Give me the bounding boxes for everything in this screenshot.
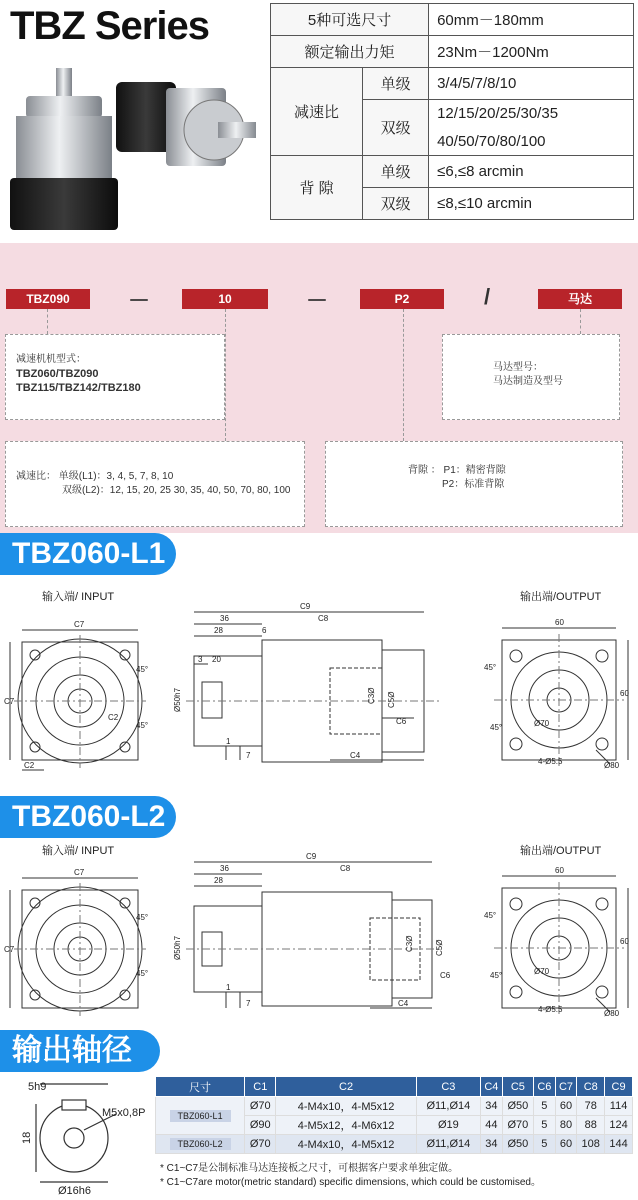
- l1-label-c2: C2: [108, 713, 119, 722]
- l1-label-60-top: 60: [555, 618, 564, 627]
- frame-info-line2: TBZ115/TBZ142/TBZ180: [16, 382, 141, 394]
- table-cell: 44: [481, 1116, 503, 1135]
- l1-label-3: 3: [198, 655, 203, 664]
- backlash-double-value: ≤8,≤10 arcmin: [429, 188, 634, 220]
- code-backlash-box: P2: [360, 289, 444, 309]
- notes: [160, 1162, 541, 1190]
- l2-label-phi80: Ø80: [604, 1009, 620, 1018]
- l1-label-phi80: Ø80: [604, 761, 620, 770]
- code-frame-box: TBZ090: [6, 289, 90, 309]
- sizes-value: 60mm－180mm: [429, 4, 634, 36]
- leader-line: [403, 309, 404, 441]
- code-ratio-box: 10: [182, 289, 268, 309]
- l2-drawing: [0, 852, 638, 1028]
- note-en: * C1~C7are motor(metric standard) specific dimensions, which could be customised。: [160, 1177, 541, 1188]
- dims-header: C1: [245, 1077, 276, 1097]
- dimension-table: [155, 1076, 633, 1154]
- table-cell: 34: [481, 1135, 503, 1154]
- backlash-single-label: 单级: [363, 156, 429, 188]
- dims-header: C7: [555, 1077, 577, 1097]
- l2-label-36: 36: [220, 864, 229, 873]
- ratio-info-box: [5, 441, 305, 527]
- table-cell: 108: [577, 1135, 605, 1154]
- table-cell: Ø11,Ø14: [416, 1135, 480, 1154]
- shaft-label-height: 18: [21, 1131, 33, 1144]
- l2-output-label: 输出端/OUTPUT: [520, 845, 602, 857]
- series-title: TBZ Series: [10, 4, 209, 48]
- table-cell: Ø50: [502, 1097, 533, 1116]
- l2-label-45b: 45°: [136, 969, 149, 978]
- code-motor-box: 马达: [538, 289, 622, 309]
- backlash-info-box: [325, 441, 623, 527]
- ratio-label: 减速比: [271, 68, 363, 156]
- table-cell: Ø11,Ø14: [416, 1097, 480, 1116]
- table-cell: 4-M4x10，4-M5x12: [276, 1135, 416, 1154]
- l1-label-holes: 4-Ø5.5: [538, 757, 563, 766]
- l1-label-c3: C3Ø: [367, 687, 376, 704]
- model-code-section: [0, 243, 638, 533]
- l1-section-title: TBZ060-L1: [0, 533, 176, 575]
- leader-line: [580, 309, 581, 334]
- l1-label-c7-top: C7: [74, 620, 85, 629]
- code-dash-1: －: [128, 288, 151, 313]
- l2-label-out-45b: 45°: [490, 971, 503, 980]
- l1-drawing: [0, 600, 638, 780]
- l1-label-20: 20: [212, 655, 221, 664]
- l1-label-c7-side: C7: [4, 697, 15, 706]
- table-cell: Ø19: [416, 1116, 480, 1135]
- l2-label-c9: C9: [306, 852, 317, 861]
- l2-label-60-top: 60: [555, 866, 564, 875]
- motor-info-box: [442, 334, 620, 420]
- product-photo: [6, 58, 256, 238]
- l2-label-out-45a: 45°: [484, 911, 497, 920]
- dims-header: C8: [577, 1077, 605, 1097]
- backlash-single-value: ≤6,≤8 arcmin: [429, 156, 634, 188]
- ratio-double-label: 双级: [363, 100, 429, 156]
- l2-label-28: 28: [214, 876, 223, 885]
- frame-info-title: 减速机机型式：: [16, 354, 86, 365]
- dims-header-row: [156, 1077, 633, 1097]
- table-cell: 60: [555, 1135, 577, 1154]
- table-cell: 80: [555, 1116, 577, 1135]
- l1-label-45a: 45°: [136, 665, 149, 674]
- l2-label-c3: C3Ø: [405, 935, 414, 952]
- backlash-label: 背 隙: [271, 156, 363, 220]
- l2-label-c6: C6: [440, 971, 451, 980]
- dims-header: C5: [502, 1077, 533, 1097]
- l2-label-c7-top: C7: [74, 868, 85, 877]
- motor-info-line2: 马达制造及型号: [493, 376, 563, 387]
- leader-line: [225, 309, 226, 441]
- note-cn: * C1~C7是公制标准马达连接板之尺寸，可根据客户要求单独定做。: [160, 1163, 459, 1174]
- l2-label-45a: 45°: [136, 913, 149, 922]
- torque-value: 23Nm－1200Nm: [429, 36, 634, 68]
- l1-label-60-side: 60: [620, 689, 629, 698]
- l1-label-out-45b: 45°: [490, 723, 503, 732]
- dims-header: 尺寸: [156, 1077, 245, 1097]
- ratio-info-line2: 双级(L2)：12, 15, 20, 25 30, 35, 40, 50, 70, 80, 100: [62, 485, 291, 496]
- shaft-section-title: 输出轴径: [0, 1030, 160, 1072]
- l2-label-c4: C4: [398, 999, 409, 1008]
- table-cell: 78: [577, 1097, 605, 1116]
- l2-label-phi50: Ø50h7: [173, 935, 182, 960]
- shaft-label-key: 5h9: [28, 1081, 47, 1093]
- table-cell: 114: [605, 1097, 633, 1116]
- sizes-label: 5种可选尺寸: [271, 4, 429, 36]
- code-slash: /: [484, 284, 491, 309]
- spec-table: [270, 3, 634, 220]
- table-cell: Ø70: [245, 1135, 276, 1154]
- l2-label-c7-side: C7: [4, 945, 15, 954]
- leader-line: [47, 309, 48, 334]
- l1-label-c8: C8: [318, 614, 329, 623]
- motor-info-line1: 马达型号：: [493, 362, 543, 373]
- ratio-info-line1: 减速比： 单级(L1)：3, 4, 5, 7, 8, 10: [16, 471, 174, 482]
- table-cell: Ø70: [245, 1097, 276, 1116]
- l2-label-60-side: 60: [620, 937, 629, 946]
- l1-label-c9: C9: [300, 602, 311, 611]
- l2-label-7: 7: [246, 999, 251, 1008]
- dims-header: C4: [481, 1077, 503, 1097]
- table-row: [156, 1097, 633, 1116]
- torque-label: 额定输出力矩: [271, 36, 429, 68]
- dims-header: C9: [605, 1077, 633, 1097]
- table-cell: Ø90: [245, 1116, 276, 1135]
- table-cell: Ø70: [502, 1116, 533, 1135]
- shaft-label-dia: Ø16h6: [58, 1185, 92, 1197]
- table-cell: 144: [605, 1135, 633, 1154]
- backlash-double-label: 双级: [363, 188, 429, 220]
- table-cell: Ø50: [502, 1135, 533, 1154]
- l1-label-45b: 45°: [136, 721, 149, 730]
- l2-label-c5: C5Ø: [435, 939, 444, 956]
- l2-label-holes: 4-Ø5.5: [538, 1005, 563, 1014]
- shaft-label-bolt: M5x0,8P: [102, 1107, 146, 1119]
- dims-header: C2: [276, 1077, 416, 1097]
- backlash-info-line2: P2：标准背隙: [442, 479, 505, 490]
- table-cell: 5: [534, 1097, 556, 1116]
- table-row: [156, 1135, 633, 1154]
- ratio-double-value-1: 12/15/20/25/30/35: [429, 100, 634, 128]
- backlash-info-line1: 背隙 ： P1：精密背隙: [408, 465, 506, 476]
- model-cell: TBZ060-L2: [170, 1138, 231, 1150]
- l1-label-c2-bottom: C2: [24, 761, 35, 770]
- shaft-drawing: [0, 1074, 155, 1198]
- table-cell: 4-M4x10，4-M5x12: [276, 1097, 416, 1116]
- code-dash-2: －: [306, 288, 329, 313]
- table-cell: 4-M5x12，4-M6x12: [276, 1116, 416, 1135]
- table-cell: 34: [481, 1097, 503, 1116]
- ratio-double-value-2: 40/50/70/80/100: [429, 128, 634, 156]
- l2-label-phi70: Ø70: [534, 967, 550, 976]
- l1-label-28: 28: [214, 626, 223, 635]
- l1-label-c5: C5Ø: [387, 691, 396, 708]
- table-cell: 60: [555, 1097, 577, 1116]
- l1-label-36: 36: [220, 614, 229, 623]
- l1-output-label: 输出端/OUTPUT: [520, 591, 602, 603]
- l1-label-6: 6: [262, 626, 267, 635]
- ratio-single-value: 3/4/5/7/8/10: [429, 68, 634, 100]
- ratio-single-label: 单级: [363, 68, 429, 100]
- l1-label-c4: C4: [350, 751, 361, 760]
- l2-section-title: TBZ060-L2: [0, 796, 176, 838]
- l1-input-label: 输入端/ INPUT: [42, 591, 115, 603]
- frame-info-box: [5, 334, 225, 420]
- table-cell: 88: [577, 1116, 605, 1135]
- l1-label-c6: C6: [396, 717, 407, 726]
- frame-info-line1: TBZ060/TBZ090: [16, 368, 99, 380]
- model-cell: TBZ060-L1: [170, 1110, 231, 1122]
- l1-label-1: 1: [226, 737, 231, 746]
- l1-label-phi50: Ø50h7: [173, 687, 182, 712]
- l2-input-label: 输入端/ INPUT: [42, 845, 115, 857]
- dims-header: C3: [416, 1077, 480, 1097]
- dims-header: C6: [534, 1077, 556, 1097]
- l1-label-7: 7: [246, 751, 251, 760]
- l1-label-phi70: Ø70: [534, 719, 550, 728]
- l2-label-c8: C8: [340, 864, 351, 873]
- l2-label-1: 1: [226, 983, 231, 992]
- l1-label-out-45a: 45°: [484, 663, 497, 672]
- table-cell: 5: [534, 1135, 556, 1154]
- table-cell: 124: [605, 1116, 633, 1135]
- table-cell: 5: [534, 1116, 556, 1135]
